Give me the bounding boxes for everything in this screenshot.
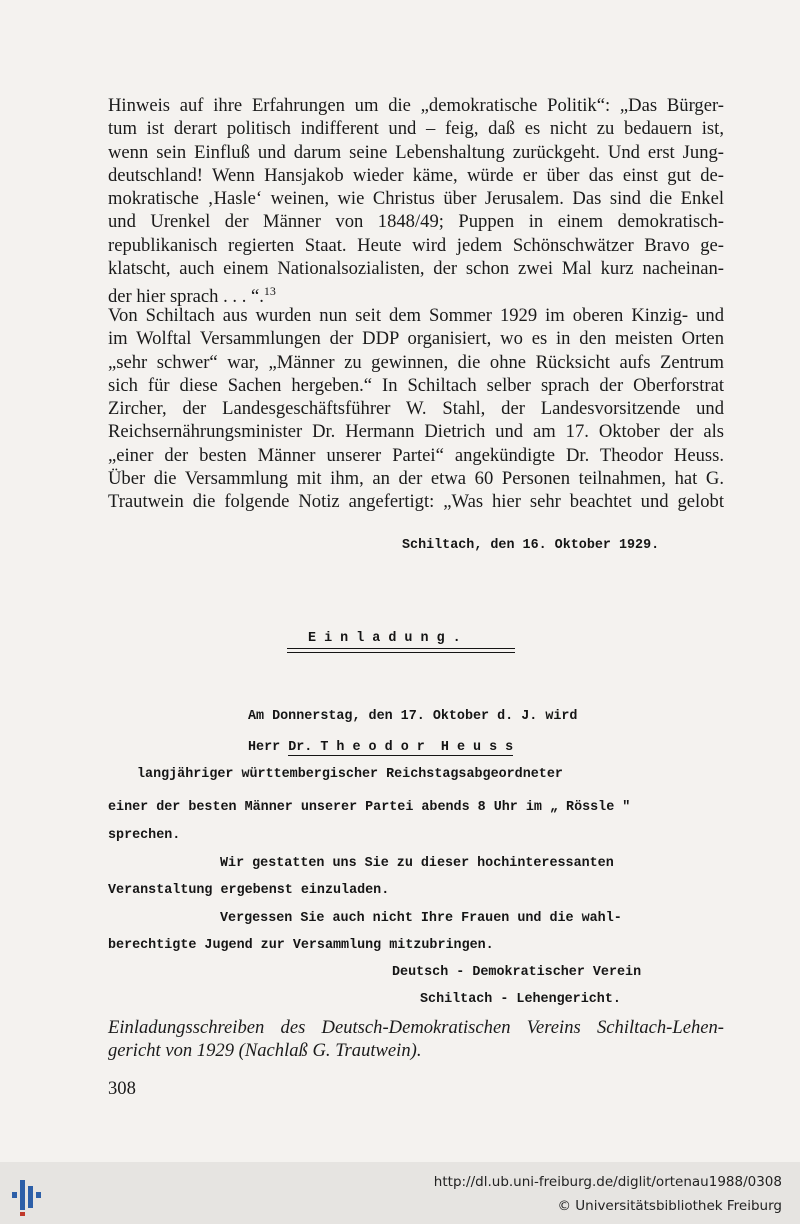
text-line: klatscht, auch einem Nationalsozialisten, der schon zwei Mal kurz nacheinan- [108,258,724,280]
text-line: Von Schiltach aus wurden nun seit dem Sommer 1929 im oberen Kinzig- und [108,305,724,326]
text-line: mokratische ‚Hasle‘ weinen, wie Christus über Jerusalem. Das sind die Enkel [108,188,724,210]
invitation-line-1: Am Donnerstag, den 17. Oktober d. J. wird [248,709,578,724]
invitation-place-date: Schiltach, den 16. Oktober 1929. [402,538,660,553]
heading-underline [287,652,515,653]
source-url-link[interactable]: http://dl.ub.uni-freiburg.de/diglit/ortenau1988/0308 [433,1174,782,1190]
invitation-line-7: Veranstaltung ergebenst einzuladen. [108,883,390,898]
invitation-line-3: langjähriger württembergischer Reichstagsabgeordneter [137,767,563,782]
footer-bar [0,1162,800,1224]
page-number: 308 [108,1078,136,1099]
speaker-name: Dr. T h e o d o r H e u s s [288,740,514,755]
text-line: Über die Versammlung mit ihm, an der etwa 60 Personen teilnahmen, hat G. [108,468,724,490]
text-fragment: der hier sprach . . . “. [108,286,264,308]
text-line: tum ist derart politisch indifferent und – feig, daß es nicht zu bedauern ist, [108,118,724,140]
text-line: Reichsernährungsminister Dr. Hermann Dietrich und am 17. Oktober der als [108,421,724,443]
caption-line: gericht von 1929 (Nachlaß G. Trautwein). [108,1040,422,1062]
invitation-line-2 [248,740,513,756]
text-line: sich für diese Sachen hergeben.“ In Schiltach selber sprach der Oberforstrat [108,374,724,396]
body-paragraph-2 [108,304,724,514]
invitation-line-4: einer der besten Männer unserer Partei abends 8 Uhr im „ Rössle " [108,800,631,815]
text-line: deutschland! Wenn Hansjakob wieder käme, würde er über das einst gut de- [108,164,724,186]
text-line: Trautwein die folgende Notiz angefertigt: „Was hier sehr beachtet und gelobt [108,491,724,513]
invitation-line-5: sprechen. [108,828,181,843]
invitation-line-8: Vergessen Sie auch nicht Ihre Frauen und die wahl- [220,911,622,926]
text-line: Hinweis auf ihre Erfahrungen um die „demokratische Politik“: „Das Bürger- [108,95,724,116]
copyright-notice: © Universitätsbibliothek Freiburg [557,1198,782,1214]
invitation-signature-2: Schiltach - Lehengericht. [420,992,621,1007]
body-paragraph-1 [108,94,724,309]
text-line: und Urenkel der Männer von 1848/49; Puppen in einem demokratisch- [108,211,724,233]
text-line: Zircher, der Landesgeschäftsführer W. Stahl, der Landesvorsitzende und [108,398,724,420]
invitation-heading: E i n l a d u n g . [308,631,461,646]
invitation-signature-1: Deutsch - Demokratischer Verein [392,965,642,980]
text-line: „sehr schwer“ war, „Männer zu gewinnen, die ohne Rücksicht aufs Zentrum [108,351,724,373]
caption-line: Einladungsschreiben des Deutsch-Demokratischen Vereins Schiltach-Lehen- [108,1017,724,1038]
salutation: Herr [248,740,281,755]
library-logo-icon [10,1170,54,1218]
heading-underline [287,648,515,649]
text-line: „einer der besten Männer unserer Partei“ angekündigte Dr. Theodor Heuss. [108,444,724,466]
text-line: republikanisch regierten Staat. Heute wird jedem Schönschwätzer Bravo ge- [108,234,724,256]
invitation-line-9: berechtigte Jugend zur Versammlung mitzubringen. [108,938,494,953]
text-line: im Wolftal Versammlungen der DDP organisiert, wo es in den meisten Orten [108,328,724,350]
invitation-line-6: Wir gestatten uns Sie zu dieser hochinteressanten [220,856,614,871]
text-line: wenn sein Einfluß und darum seine Lebenshaltung zurückgeht. Und erst Jung- [108,141,724,163]
footnote-reference: 13 [263,284,276,299]
figure-caption [108,1016,724,1063]
